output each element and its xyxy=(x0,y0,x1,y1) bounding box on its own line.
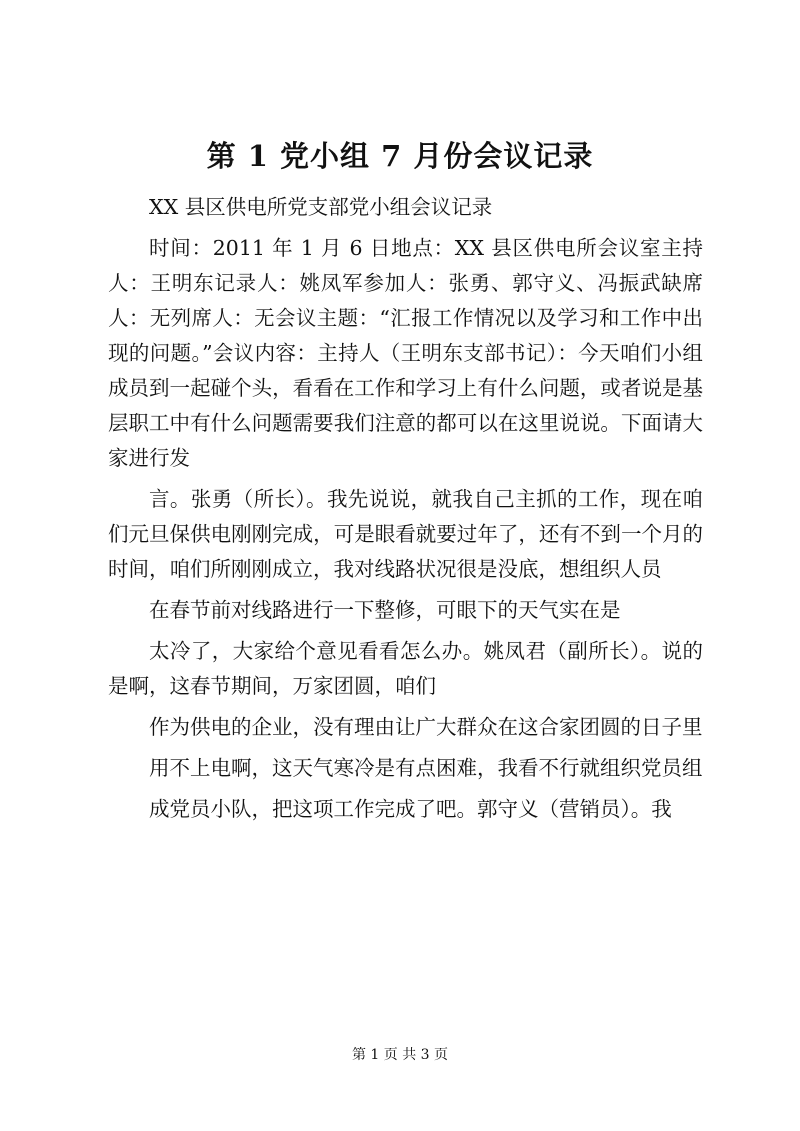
paragraph-yao-fengjun: 太冷了，大家给个意见看看怎么办。姚凤君（副所长）。说的是啊，这春节期间，万家团圆，咱们 xyxy=(108,639,703,698)
paragraph-repair-plan: 在春节前对线路进行一下整修，可眼下的天气实在是 xyxy=(149,598,621,622)
paragraph-enterprise: 作为供电的企业，没有理由让广大群众在这合家团圆的日子里 xyxy=(149,715,703,739)
paragraph-guo-shouyi: 成党员小队，把这项工作完成了吧。郭守义（营销员）。我 xyxy=(149,797,672,821)
paragraph-party-members: 用不上电啊，这天气寒冷是有点困难，我看不行就组织党员组 xyxy=(149,756,703,780)
document-body xyxy=(108,190,703,827)
page-footer: 第 1 页 共 3 页 xyxy=(351,1047,449,1063)
paragraph-heading: XX 县区供电所党支部党小组会议记录 xyxy=(149,195,493,219)
paragraph-zhang-yong: 言。张勇（所长）。我先说说，就我自己主抓的工作，现在咱们元旦保供电刚刚完成，可是眼看就要过年了，还有不到一个月的时间，咱们所刚刚成立，我对线路状况很是没底，想组织人员 xyxy=(108,487,703,581)
document-title: 第 1 党小组 7 月份会议记录 xyxy=(206,139,594,173)
paragraph-meeting-info: 时间：2011 年 1 月 6 日地点：XX 县区供电所会议室主持人：王明东记录人：姚凤军参加人：张勇、郭守义、冯振武缺席人：无列席人：无会议主题：“汇报工作情况以及学习和工作中出现的问题。”会议内容：主持人（王明东支部书记）：今天咱们小组成员到一起碰个头，看看在工作和学习上有什么问题，或者说是基层职工中有什么问题需要我们注意的都可以在这里说说。下面请大家进行发 xyxy=(108,236,703,470)
